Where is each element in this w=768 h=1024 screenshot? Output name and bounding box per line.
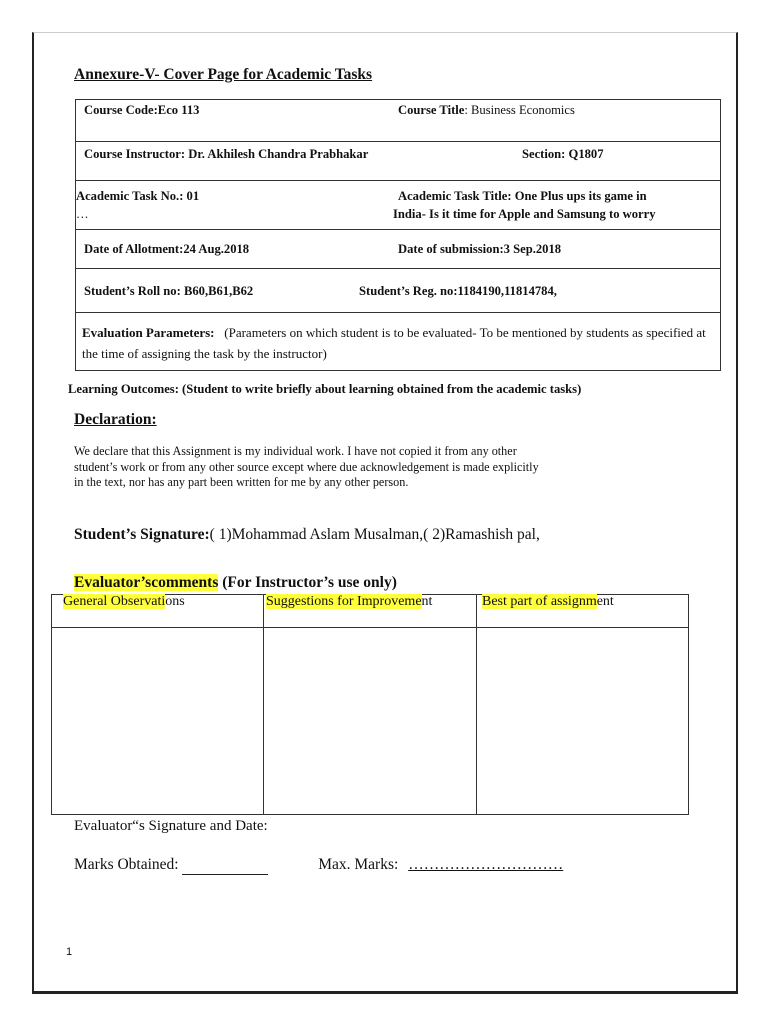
- student-roll-no: Student’s Roll no: B60,B61,B62: [84, 284, 254, 298]
- page-title: Annexure-V- Cover Page for Academic Tasks: [74, 66, 373, 83]
- marks-line: [74, 856, 563, 875]
- course-title: Course Title: Business Economics: [398, 103, 575, 117]
- academic-task-title-line1: Academic Task Title: One Plus ups its game in: [398, 189, 647, 203]
- col-general-observations: General Observations: [63, 594, 185, 609]
- column-divider: [263, 594, 264, 815]
- max-marks-label: Max. Marks:: [318, 856, 399, 873]
- academic-task-title-line2: India- Is it time for Apple and Samsung to worry: [393, 207, 656, 221]
- student-signature: Student’s Signature:( 1)Mohammad Aslam Musalman,( 2)Ramashish pal,: [74, 526, 540, 543]
- row-divider: [75, 312, 721, 313]
- learning-outcomes: Learning Outcomes: (Student to write briefly about learning obtained from the academic tasks): [68, 382, 582, 396]
- col-suggestions: Suggestions for Improvement: [266, 594, 433, 609]
- row-divider: [75, 268, 721, 269]
- marks-obtained-label: Marks Obtained:: [74, 856, 179, 873]
- academic-task-no: Academic Task No.: 01: [76, 189, 200, 203]
- page-number: 1: [66, 946, 73, 958]
- academic-task-no-cont: …: [76, 207, 89, 221]
- max-marks-dots: …………………………: [408, 856, 564, 873]
- evaluator-comments-heading: Evaluator’scomments (For Instructor’s use only): [74, 574, 397, 591]
- declaration-heading: Declaration:: [74, 411, 157, 428]
- row-divider: [75, 141, 721, 142]
- date-of-allotment: Date of Allotment:24 Aug.2018: [84, 242, 250, 256]
- col-best-part: Best part of assignment: [482, 594, 614, 609]
- row-divider: [75, 180, 721, 181]
- table-header-divider: [51, 627, 689, 628]
- row-divider: [75, 229, 721, 230]
- column-divider: [476, 594, 477, 815]
- course-code: Course Code:Eco 113: [84, 103, 200, 117]
- evaluation-parameters: Evaluation Parameters: (Parameters on which student is to be evaluated- To be mentioned by students as specified at the time of assigning the task by the instructor): [82, 325, 706, 361]
- student-reg-no: Student’s Reg. no:1184190,11814784,: [359, 284, 557, 298]
- marks-obtained-blank: [182, 856, 268, 875]
- declaration-text: We declare that this Assignment is my individual work. I have not copied it from any other student’s work or from any other source except where due acknowledgement is made explicitly in the text, nor has any part been written for me by any other person.: [74, 444, 539, 490]
- section: Section: Q1807: [522, 147, 604, 161]
- evaluator-signature-date: Evaluator“s Signature and Date:: [74, 818, 268, 834]
- date-of-submission: Date of submission:3 Sep.2018: [398, 242, 562, 256]
- course-instructor: Course Instructor: Dr. Akhilesh Chandra Prabhakar: [84, 147, 369, 161]
